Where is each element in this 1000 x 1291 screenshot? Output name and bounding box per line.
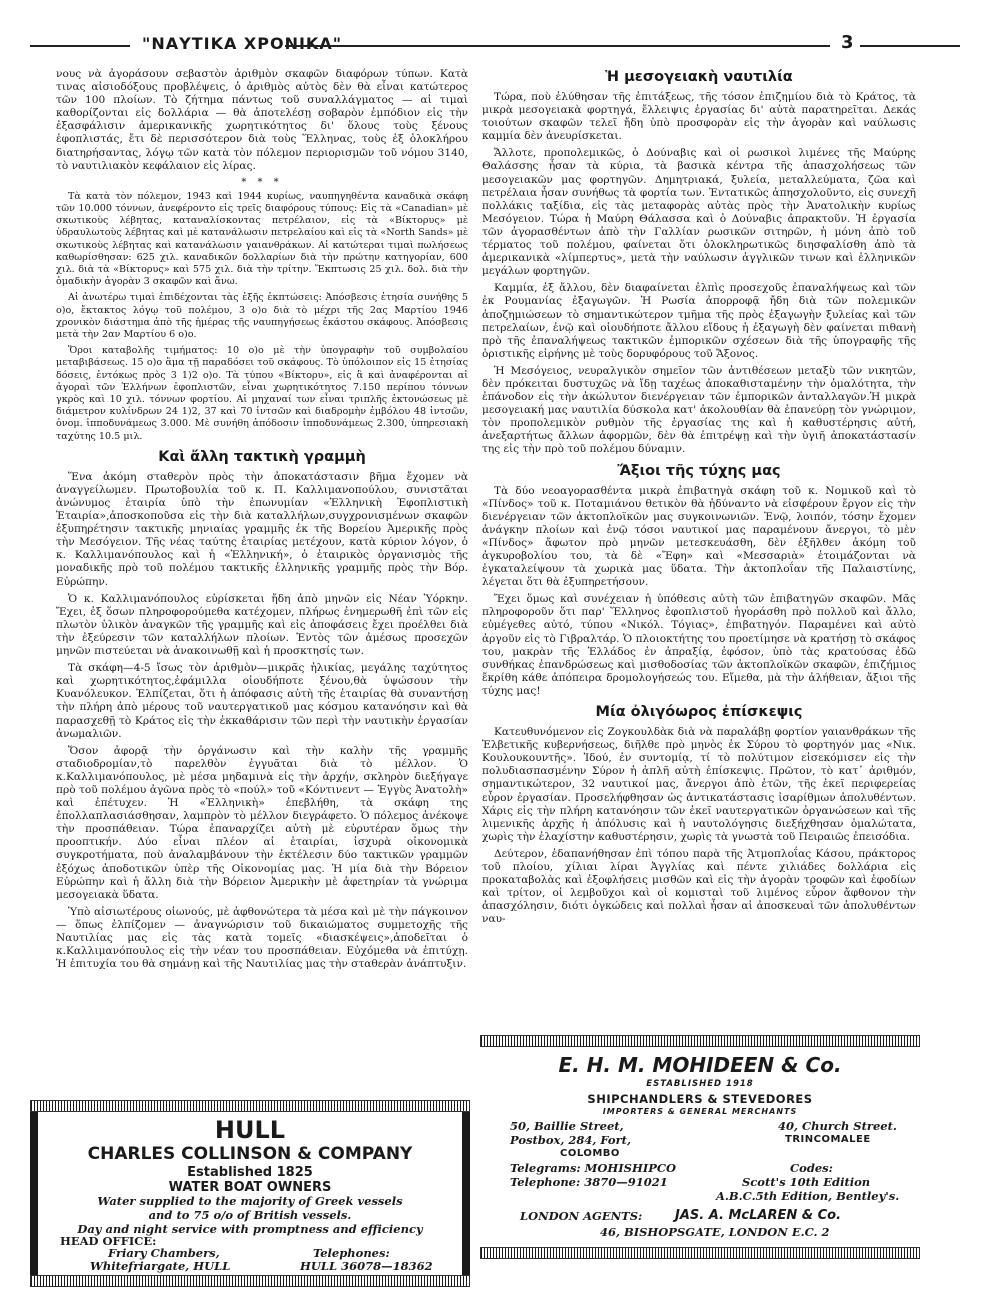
- article-paragraph: Ἕνα ἀκόμη σταθερὸν πρὸς τὴν ἀποκατάστασιν βῆμα ἔχομεν νὰ ἀναγγείλωμεν. Πρωτοβουλία τοῦ κ. Π. Καλλιμανοπούλου, συνιστᾶται ἀνώνυμος ἑταιρία ὑπὸ τὴν ἐπωνυμίαν «Ἑλληνικὴ Ἐφοπλιστικὴ Ἑταιρία»,ἀποσκοποῦσα εἰς τὴν διὰ καταλλήλων,συγχρονισμένων σκαφῶν ἐξυπηρέτησιν τακτικῆς μηνιαίας γραμμῆς ἐκ τῆς Βορείου Ἀμερικῆς πρὸς τὴν Μεσόγειον. Τῆς νέας ταύτης ἑταιρίας μετέχουν, κατὰ κύριον λόγον, ὁ κ. Καλλιμανόπουλος καὶ ἡ «Ἑλληνική», ὁ ἑταιρικὸς ὀργανισμὸς τῆς μοναδικῆς πρὸ τοῦ πολέμου τακτικῆς ἑλληνικῆς γραμμῆς πρὸς τὴν Βόρ. Εὐρώπην.: [56, 470, 468, 588]
- article-paragraph: Τὰ κατὰ τὸν πόλεμον, 1943 καὶ 1944 κυρίως, ναυπηγηθέντα καναδικὰ σκάφη τῶν 10.000 τόννων, ἀνεφέροντο εἰς τρεῖς διαφόρους τύπους: Εἰς τὰ «Canadian» μὲ σκωτικοὺς λέβητας, καταναλίσκοντας πετρέλαιον, εἰς τὰ «Βίκτορυς» μὲ ὑδραυλωτοὺς λέβητας καὶ μὲ κατανάλωσιν πετρελαίου καὶ εἰς τὰ «North Sands» μὲ σκωτικοὺς λέβητας καὶ κατανάλωσιν γαιανθράκων. Αἱ κατώτεραι τιμαὶ πωλήσεως καθωρίσθησαν: 625 χιλ. καναδικῶν δολλαρίων διὰ τὴν πρώτην κατηγορίαν, 600 χιλ. διὰ τὰ «Βίκτορυς» καὶ 575 χιλ. διὰ τὴν τρίτην. Ἔκπτωσις 25 χιλ. δολ. διὰ τὴν ὁμαδικὴν ἀγορὰν 3 σκαφῶν καὶ ἄνω.: [56, 190, 468, 288]
- article-paragraph: Τὰ σκάφη—4-5 ἴσως τὸν ἀριθμὸν—μικρᾶς ἡλικίας, μεγάλης ταχύτητος καὶ χωρητικότητος,ἐφάμιλλα οἱουδήποτε ξένου,θὰ ὑψώσουν τὴν Κυανόλευκον. Ἐλπίζεται, ὅτι ἡ ἀπόφασις αὐτὴ τῆς ἑταιρίας θὰ συναντήσῃ τὴν πλήρη ἀπὸ μέρους τοῦ ναυτεργατικοῦ μας κόσμου κατανόησιν καὶ θὰ παρασχεθῇ τὸ Κράτος εἰς τὴν ἐκκαθάρισιν τῶν περὶ τὴν ναυτικὴν ἐργασίαν ἀνωμαλιῶν.: [56, 662, 468, 740]
- ad-address: Postbox, 284, Fort,: [510, 1133, 631, 1147]
- ad-border-bottom: [480, 1247, 920, 1259]
- page-number: 3: [841, 32, 854, 53]
- ad-address: 40, Church Street.: [778, 1119, 897, 1133]
- article-paragraph: Ὅσον ἀφορᾷ τὴν ὀργάνωσιν καὶ τὴν καλὴν τῆς γραμμῆς σταδιοδρομίαν,τὸ παρελθὸν ἐγγυᾶται διὰ τὸ μέλλον. Ὁ κ.Καλλιμανόπουλος, μὲ μέσα μηδαμινὰ εἰς τὴν ἀρχήν, σκληρὸν διεξήγαγε πρὸ τοῦ πολέμου ἀγῶνα πρὸς τὸ «πούλ» τοῦ «Κόντινεντ — Ἐγγὺς Ἀνατολὴ» καὶ ἐπέτυχεν. Ἡ «Ἑλληνικὴ» ἐπεβλήθη, τὰ σκάφη της ἐπολλαπλασιάσθησαν, λαμπρὸν τὸ μέλλον διεγράφετο. Ὁ πόλεμος ἀνέκοψε τὴν προσπάθειαν. Τώρα ἐπαναρχίζει αὐτὴ μὲ εὐρυτέραν ὅμως τὴν προοπτικήν. Δύο εἶναι πλέον αἱ ἑταιρίαι, ἰσχυρὰ οἰκονομικὰ συγκροτήματα, ποὺ ἀναλαμβάνουν τὴν ἐκτέλεσιν δύο τακτικῶν γραμμῶν ἐξόχως ἀποδοτικῶν ὑπὲρ τῆς Οἰκονομίας μας. Ἡ μία διὰ τὴν Βόρειον Εὐρώπην καὶ ἡ ἄλλη διὰ τὴν Βόρειον Ἀμερικὴν μὲ ἀφετηρίαν τὰ γνώριμα μεσογειακὰ ὕδατα.: [56, 744, 468, 901]
- ad-agents-label: LONDON AGENTS:: [520, 1209, 643, 1223]
- ad-footer-row: [30, 1259, 470, 1275]
- ad-line: Water supplied to the majority of Greek vessels: [97, 1194, 403, 1208]
- headline-brief-visit: Μία ὀλιγόωρος ἐπίσκεψις: [595, 704, 803, 721]
- ad-address: Friary Chambers,: [108, 1246, 220, 1260]
- article-paragraph: Κατευθυνόμενον εἰς Ζογκουλδὰκ διὰ νὰ παραλάβῃ φορτίον γαιανθράκων τῆς Ἑλβετικῆς κυβερνήσεως, διῆλθε πρὸ μηνὸς ἐκ Σύρου τὸ φορτηγόν μας «Νικ. Κουλουκουντῆς». Ἰδού, ἐν συντομίᾳ, τί τὸ πολύτιμον εἰσεκόμισεν εἰς τὴν πολυδιασπασμένην Σύρον ἡ ἁπλῆ αὐτὴ ἐπίσκεψις. Πρῶτον, τὸ κατ᾽ ἀριθμόν, σημαντικώτερον, 32 ναυτικοί μας, ἄνεργοι ἀπὸ ἐτῶν, τῆς ἐκεῖ περιφερείας εὗρον ἐργασίαν. Προσελήφθησαν ὡς ἀντικατάστασις ἰσαρίθμων ἀπολυθέντων. Χάρις εἰς τὴν πλήρη κατανόησιν τῶν ἐκεῖ ναυτεργατικῶν ὀργανώσεων καὶ τῆς λιμενικῆς ἀρχῆς ἡ ἀπόλυσις καὶ ἡ ναυτολόγησις διεξήχθησαν ὁμαλώτατα, χωρὶς τὴν ἐλαχίστην καθυστέρησιν, χωρὶς τὰ γνωστὰ τοῦ Πειραιῶς ἐπεισόδια.: [482, 726, 916, 843]
- ad-lower-block: [480, 1175, 920, 1247]
- ad-office-label: HEAD OFFICE:: [60, 1234, 157, 1248]
- ad-agents-address: 46, BISHOPSGATE, LONDON E.C. 2: [600, 1225, 830, 1239]
- page-header: [30, 34, 970, 58]
- ad-company-name: E. H. M. MOHIDEEN & Co.: [558, 1053, 842, 1077]
- ad-line: and to 75 o/o of British vessels.: [148, 1208, 352, 1222]
- ad-border-top: [30, 1100, 470, 1112]
- left-column: [56, 68, 468, 975]
- ad-codes: A.B.C.5th Edition, Bentley's.: [716, 1189, 900, 1203]
- ad-established: ESTABLISHED 1918: [646, 1079, 754, 1089]
- ad-address: Whitefriargate, HULL: [90, 1259, 231, 1273]
- ad-company-name: CHARLES COLLINSON & COMPANY: [87, 1144, 413, 1164]
- section-separator: * * *: [241, 176, 283, 188]
- ad-body: [30, 1112, 470, 1259]
- ad-codes-label: Codes:: [790, 1161, 833, 1175]
- article-paragraph: Ἔχει ὅμως καὶ συνέχειαν ἡ ὑπόθεσις αὐτὴ τῶν ἐπιβατηγῶν σκαφῶν. Μᾶς πληροφοροῦν ὅτι παρ' Ἕλληνος ἐφοπλιστοῦ ἠγοράσθη πρὸ πολλοῦ καὶ ἄλλο, εὐμέγεθες αὐτό, τύπου «Νικόλ. Τόγιας», ἐπιβατηγόν. Παραμένει καὶ αὐτὸ ἀργοῦν εἰς τὸ Γιβραλτάρ. Ὁ πλοιοκτήτης του προετίμησε νὰ κρατήσῃ τὸ σκάφος του, μακρὰν τῆς Ἑλλάδος ἐν ἀπραξίᾳ, ἐφόσον, ὑπὸ τὰς κρατούσας ἐδῶ συνθήκας ἐπανδρώσεως καὶ μισθοδοσίας τῶν ἀκτοπλοϊκῶν σκαφῶν, ἐπιζήμιος ἔκρίθη κάθε ἀπόπειρα δρομολογήσεώς του. Εἴμεθα, μὰ τὴν ἀλήθειαν, ἄξιοι τῆς τύχης μας!: [482, 593, 916, 697]
- ad-border-bottom: [30, 1275, 470, 1287]
- newspaper-title: "ΝΑΥΤΙΚΑ ΧΡΟΝΙΚΑ": [142, 34, 343, 53]
- ad-telephone: Telephone: 3870—91021: [510, 1175, 668, 1189]
- article-paragraph: νους νὰ ἀγοράσουν σεβαστὸν ἀριθμὸν σκαφῶν διαφόρων τύπων. Κατὰ τινας αἰσιοδόξους προβλέψεις, ὁ ἀριθμὸς αὐτὸς δὲν θὰ εἶναι κατώτερος τῶν 100 πλοίων. Τὸ ζήτημα πάντως τοῦ συναλλάγματος — αἱ τιμαὶ καθορίζονται εἰς δολλάρια — θὰ ἀποτελέσῃ σοβαρὸν ἐμπόδιον εἰς τὴν ἐξασφάλισιν ἀμερικανικῆς χωρητικότητος δι' ὅλους τοὺς ξένους ἐφοπλιστάς, ἔτι δὲ περισσότερον διὰ τοὺς Ἕλληνας, τοὺς ἐξ ὁλοκλήρου διατηρήσαντας, λόγῳ τῶν κατὰ τὸν πόλεμον περιορισμῶν τοῦ νόμου 3140, τὸ ναυτιλιακὸν κεφάλαιον εἰς λίρας.: [56, 68, 468, 172]
- article-paragraph: Ἡ Μεσόγειος, νευραλγικὸν σημεῖον τῶν ἀντιθέσεων μεταξὺ τῶν νικητῶν, δὲν πρόκειται δυστυχῶς νὰ ἴδῃ ταχέως ἀποκαθισταμένην τὴν ὁμαλότητα, τὴν ἐπάνοδον εἰς τὴν ἀκώλυτον διενέργειαν τῶν ἐμπορικῶν ἀνταλλαγῶν.Ἡ μικρὰ μεσογειακή μας ναυτιλία δύσκολα κατ' ἀκολουθίαν θὰ ἐπανεύρῃ τὸν γνώριμον, τὸν προπολεμικὸν ρυθμὸν τῆς ἐργασίας της καὶ ἡ καθυστέρησις αὐτή, ἀνεξαρτήτως ἄλλων ἀφορμῶν, δὲν θὰ ἐπιτρέψῃ καὶ τὴν ὑγιῆ ἀποκατάστασίν της εἰς τὴν πρὸ τοῦ πολέμου δύναμιν.: [482, 364, 916, 456]
- article-paragraph: Αἱ ἀνωτέρω τιμαὶ ἐπιδέχονται τὰς ἑξῆς ἐκπτώσεις: Ἀπόσβεσις ἐτησία συνήθης 5 ο)ο, ἔκτακτος λόγῳ τοῦ πολέμου, 3 ο)ο διὰ τὸ μέχρι τῆς 2ας Μαρτίου 1946 χρονικὸν διάστημα ἀπὸ τῆς ἡμέρας τῆς ναυπηγήσεως ἑκάστου σκάφους. Ἀπόσβεσις μετὰ τὴν 2αν Μαρτίου 6 ο)ο.: [56, 292, 468, 340]
- ad-established: Established 1825: [187, 1165, 313, 1180]
- ad-telephones-label: Telephones:: [313, 1246, 390, 1260]
- article-paragraph: Ὅροι καταβολῆς τιμήματος: 10 ο)ο μὲ τὴν ὑπογραφὴν τοῦ συμβολαίου μεταβιβάσεως. 15 ο)ο ἅμα τῇ παραδόσει τοῦ σκάφους. Τὸ ὑπόλοιπον εἰς 15 ἐτησίας δόσεις, ἐντόκως πρὸς 3 1)2 ο)ο. Τὰ τύπου «Βίκτορυ», εἰς ἃ καὶ ἀναφέρονται αἱ ἀγοραὶ τῶν Ἑλλήνων ἐφοπλιστῶν, εἶναι χωρητικότητος 7.150 περίπου τόννων γκρὸς καὶ 10 χιλ. τόννων φορτίου. Αἱ μηχαναί των εἶναι τριπλῆς ἐκτονώσεως μὲ διάμετρον κυλίνδρων 24 1)2, 37 καὶ 70 ἰντσῶν καὶ διαδρομὴν ἐμβόλου 48 ἰντσῶν, ὀνομ. ἱπποδυνάμεως 3.000. Μὲ συνήθη ἀπόδοσιν ἱπποδυνάμεως 2.300, ὑπηρεσιακὴ ταχύτης 10.5 μιλ.: [56, 345, 468, 442]
- ad-city: TRINCOMALEE: [785, 1134, 871, 1145]
- ad-codes: Scott's 10th Edition: [742, 1175, 871, 1189]
- article-paragraph: Ὑπὸ αἰσιωτέρους οἰωνούς, μὲ ἀφθονώτερα τὰ μέσα καὶ μὲ τὴν πάγκοινον — ὅπως ἐλπίζομεν — ἀναγνώρισιν τοῦ δικαιώματος συμμετοχῆς τῆς Ναυτιλίας μας εἰς τὰς κατὰ τομεῖς «διασκέψεις»,ἀποδεῖται ὁ κ.Καλλιμανόπουλος εἰς τὴν νέαν του προσπάθειαν. Εὐχόμεθα νὰ ἐπιτύχῃ. Ἡ ἐπιτυχία του θὰ σημάνῃ καὶ τῆς Ναυτιλίας μας τὴν σταθερὰν ἀνάπτυξιν.: [56, 905, 468, 971]
- headline-worthy-of-fate: Ἄξιοι τῆς τύχης μας: [617, 462, 781, 479]
- headline-new-line: Καὶ ἄλλη τακτικὴ γραμμὴ: [158, 448, 366, 465]
- ad-line: Day and night service with promptness and efficiency: [77, 1222, 423, 1236]
- article-paragraph: Ὁ κ. Καλλιμανόπουλος εὑρίσκεται ἤδη ἀπὸ μηνῶν εἰς Νέαν Ὑόρκην. Ἔχει, ἐξ ὅσων πληροφορούμεθα κατέχομεν, πλήρως ἐνημερωθῆ ἐπὶ τῶν εἰς πλωτὸν ὑλικὸν ἀναγκῶν τῆς γραμμῆς καὶ εἰς ἀποφάσεις ἔχει προέλθει διὰ τὴν ἐξεύρεσιν τῶν καταλλήλων πλοίων. Ἐντὸς τῶν ἀμέσως προσεχῶν μηνῶν πιστεύεται νὰ ἀνακοινωθῇ καὶ ἡ προσκτησίς των.: [56, 592, 468, 658]
- article-paragraph: Τώρα, ποὺ ἐλύθησαν τῆς ἐπιτάξεως, τῆς τόσον ἐπιζημίου διὰ τὸ Κράτος, τὰ μικρὰ μεσογειακὰ φορτηγά, ἔλλειψις ἐργασίας δι' αὐτὰ παρατηρεῖται. Δεκάς τοιούτων σκαφῶν τελεῖ ἤδη ὑπὸ προσφορὰν εἰς τὴν ἀγορὰν καὶ ναύλωσις καμμία δὲν ἀνευρίσκεται.: [482, 91, 916, 143]
- ad-business: SHIPCHANDLERS & STEVEDORES: [587, 1092, 813, 1106]
- header-rule-middle: [285, 45, 830, 47]
- ad-city: HULL: [214, 1116, 286, 1144]
- article-paragraph: Δεύτερον, ἐδαπανήθησαν ἐπὶ τόπου παρὰ τῆς Ἀτμοπλοΐας Κάσου, πράκτορος τοῦ πλοίου, χίλιαι λίραι Ἀγγλίας καὶ πέντε χιλιάδες δολλάρια εἰς προκαταβολὰς καὶ ἐξοφλήσεις μισθῶν καὶ εἰς τὴν ἀγορὰν τροφῶν καὶ ἐφοδίων καὶ τρίτον, οἱ λεμβοῦχοι καὶ οἱ κομισταὶ τοῦ λιμένος εὗρον ἄφθονον τὴν ἀπασχόλησιν, διότι ὀγκώδεις καὶ πολλαὶ ἦσαν αἱ ἀποσκευαὶ τῶν ἀπολυθέντων ναυ-: [482, 847, 916, 926]
- header-rule-left: [30, 45, 130, 47]
- right-column: [482, 68, 916, 930]
- article-paragraph: Καμμία, ἐξ ἄλλου, δὲν διαφαίνεται ἐλπὶς προσεχοῦς ἐπαναλήψεως καὶ τῶν ἐκ Ρουμανίας ἐξαγωγῶν. Ἡ Ρωσία ἀπορροφᾷ ἤδη διὰ τῶν πολεμικῶν ἀποζημιώσεων τὸ σημαντικώτερον τμῆμα τῆς πρὸς ἐξαγωγὴν ξυλείας καὶ τῶν πετρελαίων, ἐνῷ καὶ οἱουδήποτε ἄλλου εἴδους ἡ ἐξαγωγὴ δὲν φαίνεται πιθανὴ πρὸ τῆς ἐπαναλήψεως τακτικῶν ἐμπορικῶν σχέσεων διὰ τῆς ὑπογραφῆς τῆς ὁριστικῆς εἰρήνης μὲ τοὺς δορυφόρους τοῦ Ἄξονος.: [482, 282, 916, 360]
- ad-business: WATER BOAT OWNERS: [168, 1180, 332, 1195]
- ad-border-top: [480, 1035, 920, 1047]
- advertisement-collinson: [30, 1100, 470, 1287]
- article-paragraph: Ἄλλοτε, προπολεμικῶς, ὁ Δούναβις καὶ οἱ ρωσικοὶ λιμένες τῆς Μαύρης Θαλάσσης ἦσαν τὰ κύρια, τὰ βασικὰ κέντρα τῆς ἀπασχολήσεως τῶν μεσογειακῶν μας φορτηγῶν. Δημητριακά, ξυλεία, μεταλλεύματα, ζῶα καὶ πετρέλαια ἦσαν συνήθως τὰ φορτία των. Ἐντατικῶς ἀπησχολοῦντο, εἰς συνεχῆ πολλάκις ταξίδια, εἰς τὰς μεταφορὰς αὐτὰς πρὸς τὴν Ἀνατολικὴν κυρίως Μεσόγειον. Τώρα ἡ Μαύρη Θάλασσα καὶ ὁ Δούναβις ἀπρακτοῦν. Ἡ ἐργασία τῶν ἀγορασθέντων ἀπὸ τὴν Γαλλίαν ρωσικῶν σιτηρῶν, ἡ μόνη ἀπὸ τοῦ τέρματος τοῦ πολέμου, φαίνεται ὅτι ὁλοκληρωτικῶς διησφαλίσθη ἀπὸ τὰ ἀμερικανικὰ «λίμπερτυς», μετὰ τὴν ναύλωσιν ἀγγλικῶν τινων καὶ ἑλληνικῶν μεγάλων φορτηγῶν.: [482, 147, 916, 278]
- ad-subtitle: IMPORTERS & GENERAL MERCHANTS: [602, 1107, 798, 1116]
- ad-body: [480, 1047, 920, 1175]
- ad-city: COLOMBO: [560, 1148, 620, 1159]
- ad-phones: HULL 36078—18362: [300, 1259, 433, 1273]
- ad-address: 50, Baillie Street,: [510, 1119, 624, 1133]
- header-rule-right: [860, 45, 960, 47]
- ad-telegrams: Telegrams: MOHISHIPCO: [510, 1161, 677, 1175]
- headline-mediterranean-shipping: Ἡ μεσογειακὴ ναυτιλία: [605, 69, 793, 85]
- ad-agents-name: JAS. A. McLAREN & Co.: [675, 1208, 842, 1223]
- article-paragraph: Τὰ δύο νεοαγορασθέντα μικρὰ ἐπιβατηγὰ σκάφη τοῦ κ. Νομικοῦ καὶ τὸ «Πίνδος» τοῦ κ. Ποταμιάνου θετικὸν θὰ ἠδύναντο νὰ εἰσφέρουν ἔργον εἰς τὴν διενέργειαν τῶν ἀκτοπλοϊκῶν μας συγκοινωνιῶν. Ἐνῷ, λοιπόν, τόσην ἔχομεν ἀνάγκην πλοίων καὶ ἐνῷ τόσοι ναυτικοί μας παραμένουν ἄνεργοι, τὸ μὲν «Πίνδος» ἄφωτον πρὸ μηνῶν μετεσκευάσθη, δὲν ἐξῆλθεν ἀκόμη τοῦ ἀγκυροβολίου του, τὰ δὲ «Ἔφη» καὶ «Μεσσαριὰ» ἑτοιμάζονται νὰ ἐγκαταλείψουν τὰ χωρικὰ μας ὕδατα. Τὴν ἀκτοπλοΐαν τῆς Παλαιστίνης, λέγεται ὅτι θὰ ἐξυπηρετήσουν.: [482, 484, 916, 589]
- advertisement-mohideen: [480, 1035, 920, 1259]
